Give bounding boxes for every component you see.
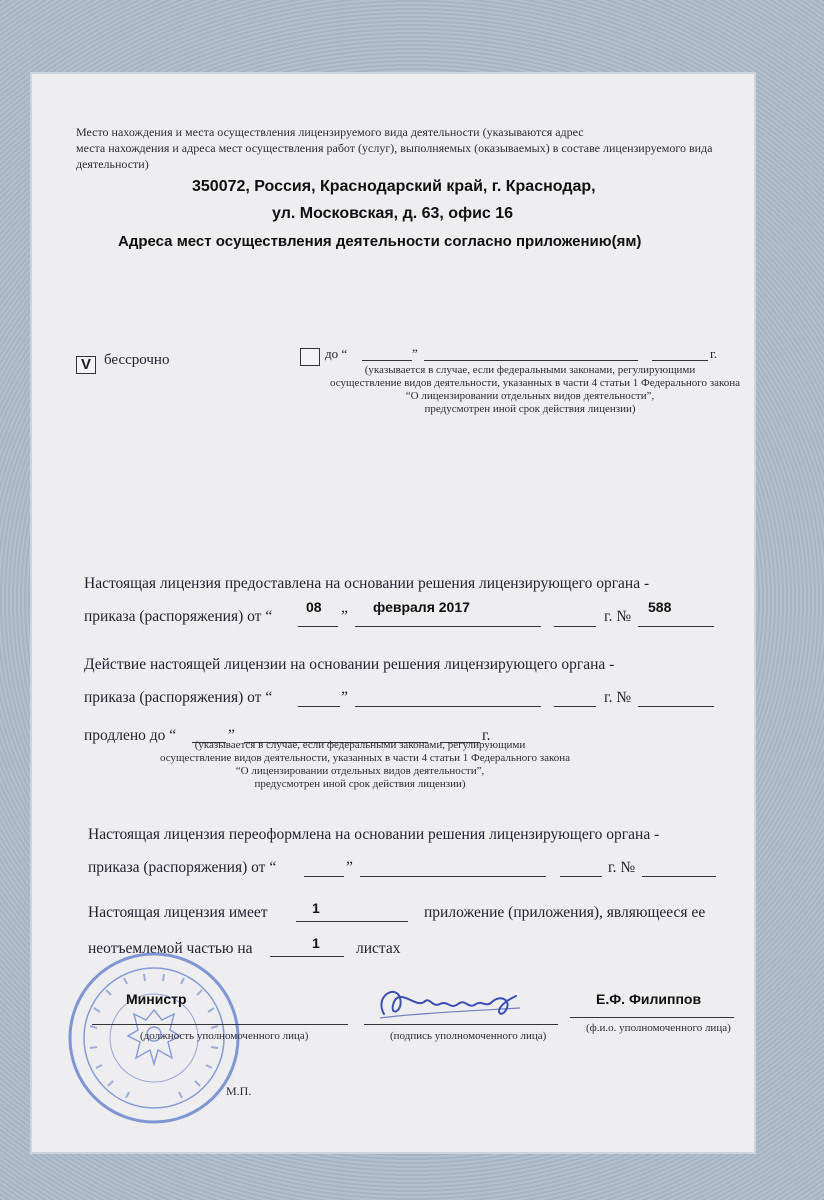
basis-year-suffix: г. №	[604, 608, 632, 625]
term-note-line4: предусмотрен иной срок действия лицензии)	[424, 403, 636, 415]
basis-month-year: февраля 2017	[373, 599, 470, 615]
appendix-count-line	[296, 921, 408, 922]
appendix-suffix: приложение (приложения), являющееся ее	[424, 904, 706, 921]
extended-prefix: продлено до “	[84, 727, 177, 744]
basis-quote-close: ”	[341, 608, 348, 625]
address-line3: Адреса мест осуществления деятельности согласно приложению(ям)	[118, 233, 642, 250]
term-note-line1: (указывается в случае, если федеральными законами, регулирующими	[364, 364, 696, 376]
term-note	[330, 364, 741, 416]
extension-note	[160, 739, 571, 791]
basis-day: 08	[306, 599, 322, 615]
location-label-line1: Место нахождения и места осуществления лицензируемого вида деятельности (указываются адрес	[76, 125, 584, 139]
signature-icon	[370, 978, 530, 1030]
term-note-line2: осуществление видов деятельности, указанных в части 4 статьи 1 Федерального закона	[330, 377, 741, 389]
until-prefix: до “	[325, 346, 348, 361]
reissue-quote-close: ”	[346, 859, 353, 876]
extension-number-line	[638, 706, 714, 707]
appendix-sheets: 1	[312, 935, 320, 951]
extension-order-prefix: приказа (распоряжения) от “	[84, 689, 273, 706]
until-checkbox[interactable]	[300, 348, 320, 366]
reissue-order-prefix: приказа (распоряжения) от “	[88, 859, 277, 876]
extension-quote-close: ”	[341, 689, 348, 706]
address-line1: 350072, Россия, Краснодарский край, г. Краснодар,	[192, 178, 596, 195]
location-label-line2: места нахождения и адреса мест осуществления работ (услуг), выполняемых (оказываемых) в составе лицензируемого вида	[76, 141, 713, 155]
until-day-line	[362, 360, 412, 361]
basis-number: 588	[648, 599, 672, 615]
reissue-line1: Настоящая лицензия переоформлена на основании решения лицензирующего органа -	[88, 826, 660, 843]
until-year-suffix: г.	[710, 346, 718, 361]
location-label-line3: деятельности)	[76, 157, 149, 171]
position-value: Министр	[126, 991, 187, 1007]
appendix-sheets-suffix: листах	[356, 940, 401, 957]
appendix-part-prefix: неотъемлемой частью на	[88, 940, 253, 957]
signature-caption: (подпись уполномоченного лица)	[390, 1030, 547, 1042]
position-caption: (должность уполномоченного лица)	[140, 1030, 309, 1042]
extension-line1: Действие настоящей лицензии на основании решения лицензирующего органа -	[84, 656, 615, 673]
basis-year-line	[554, 626, 596, 627]
name-caption: (ф.и.о. уполномоченного лица)	[586, 1022, 731, 1034]
name-line	[570, 1017, 734, 1018]
appendix-sheets-line	[270, 956, 344, 957]
basis-month-line	[355, 626, 541, 627]
reissue-month-line	[360, 876, 546, 877]
reissue-number-line	[642, 876, 716, 877]
address-line2: ул. Московская, д. 63, офис 16	[272, 205, 514, 222]
appendix-prefix: Настоящая лицензия имеет	[88, 904, 268, 921]
extended-quote-close: ”	[228, 727, 235, 744]
signature-line	[364, 1024, 558, 1025]
appendix-count: 1	[312, 900, 320, 916]
until-month-line	[424, 360, 638, 361]
reissue-year-suffix: г. №	[608, 859, 636, 876]
extended-year-suffix: г.	[482, 727, 491, 744]
extension-note-line1: (указывается в случае, если федеральными законами, регулирующими	[194, 739, 526, 751]
until-year-line	[652, 360, 708, 361]
unlimited-checkbox[interactable]: V	[76, 356, 96, 374]
extension-note-line3: “О лицензировании отдельных видов деятельности”,	[235, 765, 485, 777]
basis-number-line	[638, 626, 714, 627]
reissue-day-line	[304, 876, 344, 877]
term-note-line3: “О лицензировании отдельных видов деятельности”,	[405, 390, 655, 402]
extension-note-line2: осуществление видов деятельности, указанных в части 4 статьи 1 Федерального закона	[160, 752, 571, 764]
basis-day-line	[298, 626, 338, 627]
extension-year-line	[554, 706, 596, 707]
position-line	[92, 1024, 348, 1025]
extension-day-line	[298, 706, 340, 707]
extension-month-line	[355, 706, 541, 707]
name-value: Е.Ф. Филиппов	[596, 991, 702, 1007]
basis-order-prefix: приказа (распоряжения) от “	[84, 608, 273, 625]
unlimited-label: бессрочно	[104, 352, 170, 368]
extension-note-line4: предусмотрен иной срок действия лицензии)	[254, 778, 466, 790]
stamp-place-label: М.П.	[226, 1084, 252, 1098]
extension-year-suffix: г. №	[604, 689, 632, 706]
until-quote-close: ”	[412, 346, 418, 361]
basis-line1: Настоящая лицензия предоставлена на основании решения лицензирующего органа -	[84, 575, 650, 592]
reissue-year-line	[560, 876, 602, 877]
